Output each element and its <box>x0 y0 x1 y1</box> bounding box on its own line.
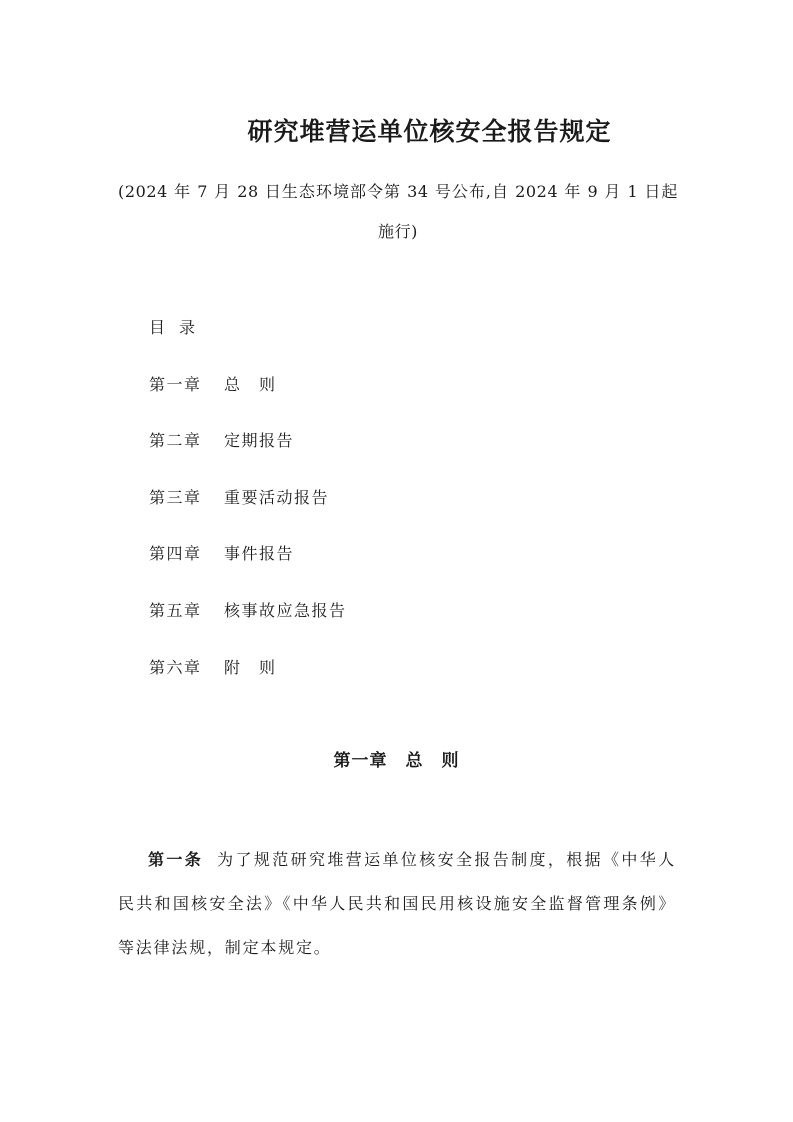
chapter-number: 第一章 <box>333 751 388 771</box>
toc-item-title: 定期报告 <box>224 431 295 450</box>
toc-item-title: 重要活动报告 <box>224 488 330 507</box>
toc-item-number: 第六章 <box>149 658 202 677</box>
toc-item-chapter-1 <box>149 370 277 400</box>
toc-item-title: 总 则 <box>224 375 277 394</box>
toc-item-number: 第四章 <box>149 544 202 563</box>
toc-item-chapter-4 <box>149 539 294 569</box>
toc-item-title: 附 则 <box>224 658 277 677</box>
article-paragraph <box>118 838 676 970</box>
toc-item-chapter-3 <box>149 483 329 513</box>
toc-item-number: 第一章 <box>149 375 202 394</box>
toc-item-number: 第二章 <box>149 431 202 450</box>
article-number: 第一条 <box>148 850 204 869</box>
chapter-heading <box>0 746 793 776</box>
toc-item-chapter-2 <box>149 426 294 456</box>
promulgation-note: (2024 年 7 月 28 日生态环境部令第 34 号公布,自 2024 年 9 月 1 日起施行) <box>118 182 678 241</box>
toc-item-number: 第三章 <box>149 488 202 507</box>
toc-item-number: 第五章 <box>149 601 202 620</box>
toc-item-title: 核事故应急报告 <box>224 601 347 620</box>
toc-heading: 目录 <box>149 318 210 337</box>
toc-item-chapter-5 <box>149 596 347 626</box>
article-text: 为了规范研究堆营运单位核安全报告制度，根据《中华人民共和国核安全法》《中华人民共和国民用核设施安全监督管理条例》等法律法规，制定本规定。 <box>118 850 676 957</box>
chapter-title: 总 则 <box>405 751 460 771</box>
toc-item-title: 事件报告 <box>224 544 295 563</box>
document-title: 研究堆营运单位核安全报告规定 <box>247 117 612 146</box>
toc-item-chapter-6 <box>149 653 277 683</box>
